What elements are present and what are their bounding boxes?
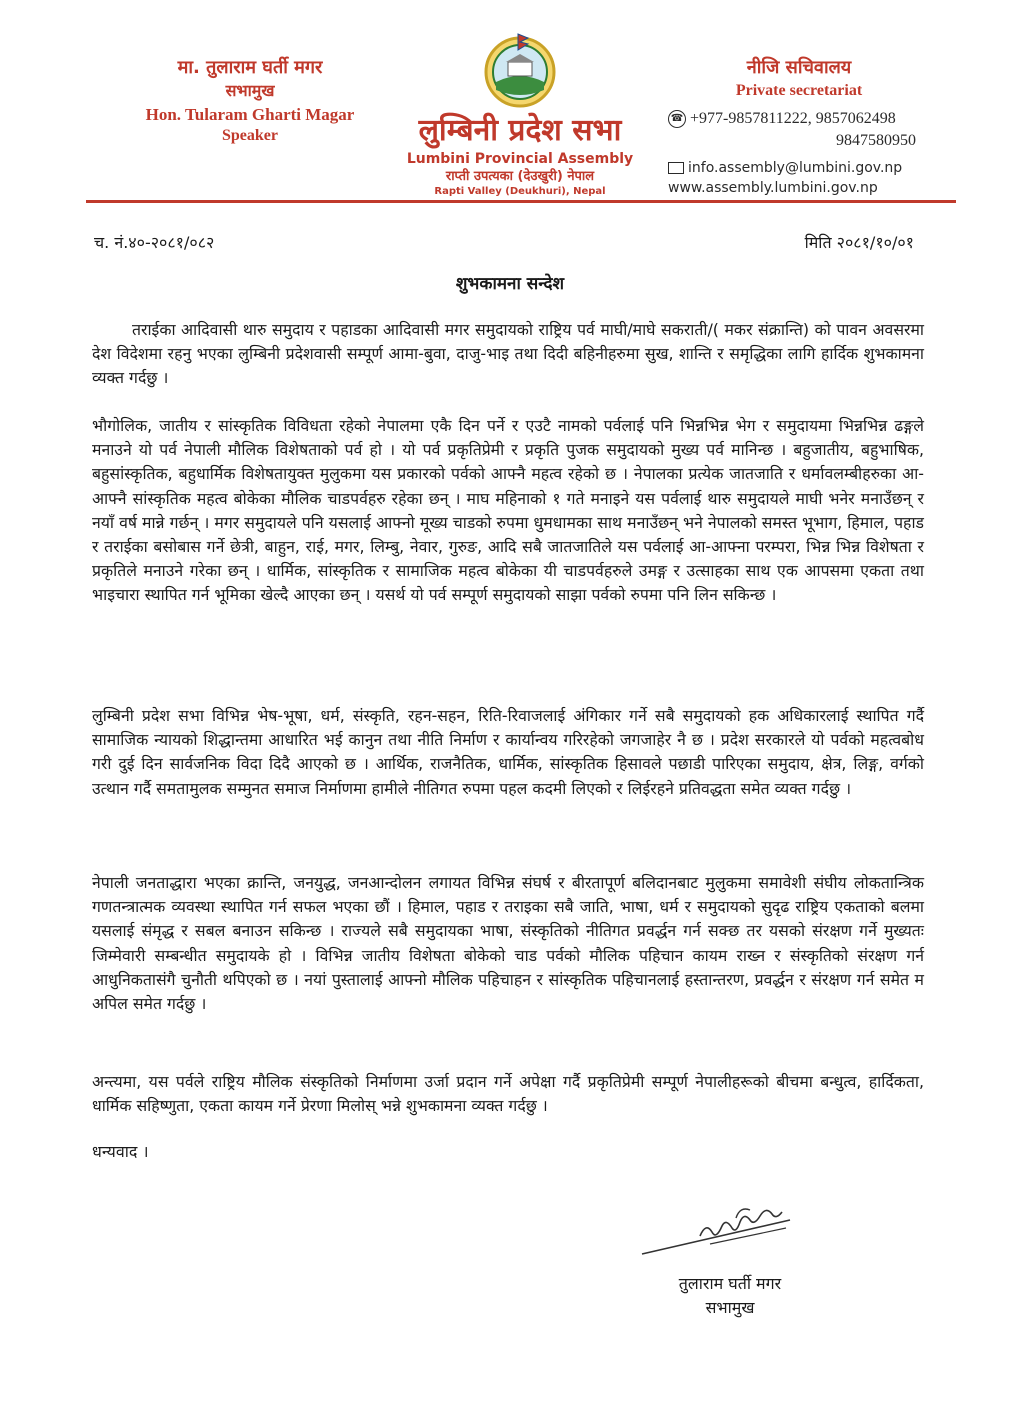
secretariat-block [668, 56, 930, 198]
secretariat-title-en: Private secretariat [735, 82, 863, 99]
phone-icon: ☎ [668, 110, 686, 128]
signer-block [630, 1272, 830, 1320]
letterhead-divider [86, 200, 956, 203]
assembly-title-en: Lumbini Provincial Assembly [406, 151, 634, 167]
speaker-name-en: Hon. Tularam Gharti Magar [145, 105, 355, 124]
email-line [668, 158, 930, 178]
website-address[interactable]: www.assembly.lumbini.gov.np [668, 180, 878, 196]
mail-icon [668, 162, 684, 174]
letter-heading: शुभकामना सन्देश [455, 274, 565, 294]
speaker-name-np: मा. तुलाराम घर्ती मगर [177, 57, 323, 78]
assembly-emblem-icon [480, 30, 560, 110]
handwritten-signature [640, 1192, 800, 1262]
paragraph-2: भौगोलिक, जातीय र सांस्कृतिक विविधता रहेको नेपालमा एकै दिन पर्ने र एउटै नामको पर्वलाई पनि भिन्नभिन्न भेग र समुदायमा भिन्नभिन्न ढङ्गले मनाउने यो पर्व नेपाली मौलिक विशेषताको पर्व हो । यो पर्व प्रकृतिप्रेमी र प्रकृति पुजक समुदायको मुख्य पर्व मानिन्छ । बहुजातीय, बहुभाषिक, बहुसांस्कृतिक, बहुधार्मिक विशेषतायुक्त मुलुकमा यस प्रकारको पर्वको आफ्नै महत्व रहेको छ । नेपालका प्रत्येक जातजाति र धर्मावलम्बीहरुका आ-आफ्नै सांस्कृतिक महत्व बोकेका मौलिक चाडपर्वहरु रहेका छन् । माघ महिनाको १ गते मनाइने यस पर्वलाई थारु समुदायले माघी भनेर मनाउँछन् र नयाँ वर्ष मान्ने गर्छन् । मगर समुदायले पनि यसलाई आफ्नो मूख्य चाडको रुपमा धुमधामका साथ मनाउँछन् भने नेपालको समस्त भूभाग, हिमाल, पहाड र तराईका बसोबास गर्ने छेत्री, बाहुन, राई, मगर, लिम्बु, नेवार, गुरुङ, आदि सबै जातजातिले यस पर्वलाई आ-आफ्ना परम्परा, भिन्न भिन्न विशेषता र प्रकृतिले मनाउने गरेका छन् । धार्मिक, सांस्कृतिक र सामाजिक महत्व बोकेका यी चाडपर्वहरुले उमङ्ग र उत्साहका साथ एक आपसमा एकता तथा भाइचारा स्थापित गर्न भूमिका खेल्दै आएका छन् । यसर्थ यो पर्व सम्पूर्ण समुदायको साझा पर्वको रुपमा पनि लिन सकिन्छ । [92, 416, 924, 605]
phone-numbers: +977-9857811222, 9857062498 [690, 110, 896, 127]
assembly-location-en: Rapti Valley (Deukhuri), Nepal [434, 186, 606, 197]
assembly-title-np: लुम्बिनी प्रदेश सभा [418, 113, 622, 148]
letterhead [0, 0, 1020, 210]
assembly-location-np: राप्ती उपत्यका (देउखुरी) नेपाल [445, 169, 595, 184]
closing-thanks: धन्यवाद । [92, 1142, 149, 1161]
secretariat-title-np: नीजि सचिवालय [746, 57, 852, 78]
phone-line [668, 108, 930, 130]
speaker-role-np: सभामुख [225, 81, 275, 100]
phone-number-extra: 9847580950 [836, 132, 916, 149]
speaker-role-en: Speaker [222, 127, 278, 144]
paragraph-3: लुम्बिनी प्रदेश सभा विभिन्न भेष-भूषा, धर्म, संस्कृति, रहन-सहन, रिति-रिवाजलाई अंगिकार गर्ने सबै समुदायको हक अधिकारलाई स्थापित गर्दै सामाजिक न्यायको शिद्धान्तमा आधारित भई कानुन तथा नीति निर्माण र कार्यान्वय गरिरहेको जगजाहेर नै छ । प्रदेश सरकारले यो पर्वको महत्वबोध गरी दुई दिन सार्वजनिक विदा दिदै आएको छ । आर्थिक, राजनैतिक, धार्मिक, सांस्कृतिक हिसावले पछाडी पारिएका समुदाय, क्षेत्र, लिङ्ग, वर्गको उत्थान गर्दै समतामुलक सम्मुनत समाज निर्माणमा हामीले नीतिगत रुपमा पहल कदमी लिएको र लिईरहने प्रतिवद्धता समेत व्यक्त गर्दछु । [92, 706, 924, 798]
paragraph-4: नेपाली जनताद्धारा भएका क्रान्ति, जनयुद्ध, जनआन्दोलन लगायत विभिन्न संघर्ष र बीरतापूर्ण बलिदानबाट मुलुकमा समावेशी संघीय लोकतान्त्रिक गणतन्त्रात्मक व्यवस्था स्थापित गर्न सफल भएका छौं । हिमाल, पहाड र तराइका सबै जाति, भाषा, धर्म र समुदायको सुदृढ राष्ट्रिय एकताको बलमा यसलाई संमृद्ध र सबल बनाउन सकिन्छ । राज्यले सबै समुदायका भाषा, संस्कृतिको नीतिगत प्रवर्द्धन गर्न सक्छ तर यसको संरक्षण गर्ने मुख्यतः जिम्मेवारी सम्बन्धीत समुदायके हो । विभिन्न जातीय विशेषता बोकेको चाड पर्वको मौलिक पहिचान कायम राख्न र संस्कृतिको संरक्षण गर्न आधुनिकतासंगै चुनौती थपिएको छ । नयां पुस्तालाई आफ्नो मौलिक पहिचाहन र सांस्कृतिक पहिचानलाई हस्तान्तरण, प्रवर्द्धन र संरक्षण गर्न समेत म अपिल समेत गर्दछु । [92, 873, 924, 1014]
reference-number: च. नं.४०-२०८१/०८२ [94, 233, 215, 252]
letter-date: मिति २०८१/१०/०१ [804, 233, 914, 252]
email-address[interactable]: info.assembly@lumbini.gov.np [688, 160, 903, 176]
speaker-block [120, 56, 380, 146]
paragraph-5: अन्त्यमा, यस पर्वले राष्ट्रिय मौलिक संस्कृतिको निर्माणमा उर्जा प्रदान गर्ने अपेक्षा गर्दै प्रकृतिप्रेमी सम्पूर्ण नेपालीहरूको बीचमा बन्धुत्व, हार्दिकता, धार्मिक सहिष्णुता, एकता कायम गर्ने प्रेरणा मिलोस् भन्ने शुभकामना व्यक्त गर्दछु । [92, 1072, 924, 1116]
assembly-block [385, 30, 655, 199]
signer-name: तुलाराम घर्ती मगर [678, 1274, 782, 1293]
signer-role: सभामुख [705, 1298, 755, 1317]
paragraph-1: तराईका आदिवासी थारु समुदाय र पहाडका आदिवासी मगर समुदायको राष्ट्रिय पर्व माघी/माघे सकराती/( मकर संक्रान्ति) को पावन अवसरमा देश विदेशमा रहनु भएका लुम्बिनी प्रदेशवासी सम्पूर्ण आमा-बुवा, दाजु-भाइ तथा दिदी बहिनीहरुमा सुख, शान्ति र समृद्धिका लागि हार्दिक शुभकामना व्यक्त गर्दछु । [92, 320, 924, 388]
